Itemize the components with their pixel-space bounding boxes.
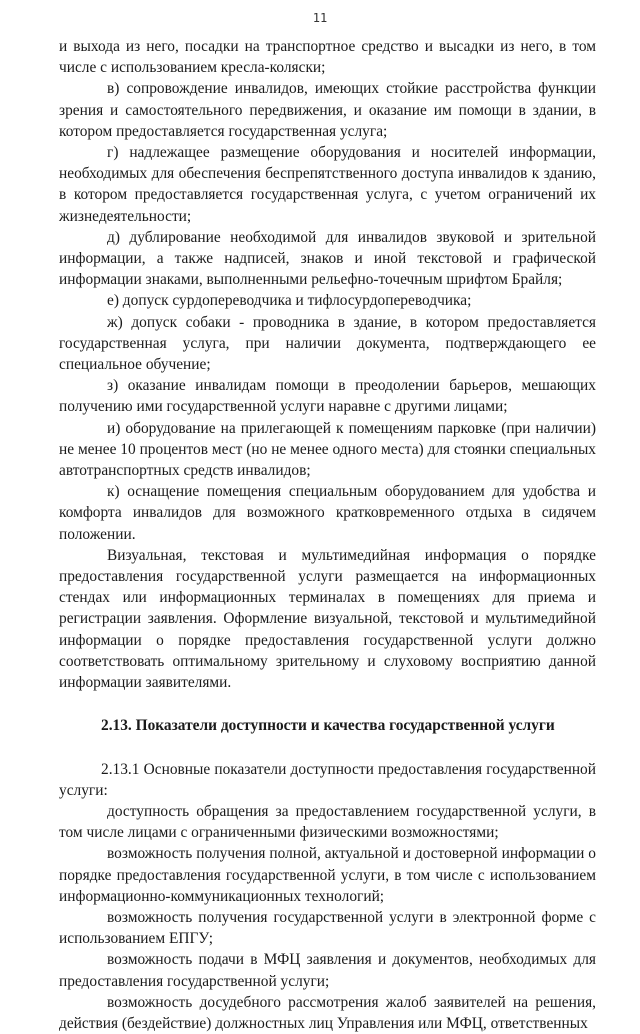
list-item-v: в) сопровождение инвалидов, имеющих стойкие расстройства функции зрения и самостоятельного передвижения, и оказание им помощи в здании, в котором предоставляется государственная услуга; [59, 80, 596, 140]
list-item: возможность досудебного рассмотрения жалоб заявителей на решения, действия (бездействие) должностных лиц Управления или МФЦ, ответственных [59, 993, 596, 1032]
paragraph: Визуальная, текстовая и мультимедийная информация о порядке предоставления государственной услуги размещается на информационных стендах или информационных терминалах в помещениях для приема и регистрации заявления. Оформление визуальной, текстовой и мультимедийной информации о порядке предоставления государственной услуги должно соответствовать оптимальному зрительному и слуховому восприятию данной информации заявителями. [59, 546, 596, 692]
list-item-d: д) дублирование необходимой для инвалидов звуковой и зрительной информации, а также надписей, знаков и иной текстовой и графической информации знаками, выполненными рельефно-точечным шрифтом Брайля; [59, 228, 596, 289]
list-item-k: к) оснащение помещения специальным оборудованием для удобства и комфорта инвалидов для возможного кратковременного отдыха в сидячем положении. [59, 483, 596, 543]
list-item: возможность получения государственной услуги в электронной форме с использованием ЕПГУ; [59, 908, 596, 948]
paragraph: 2.13.1 Основные показатели доступности предоставления государственной услуги: [59, 760, 596, 799]
list-item-i: и) оборудование на прилегающей к помещениям парковке (при наличии) не менее 10 процентов мест (но не менее одного места) для стоянки специальных автотранспортных средств инвалидов; [59, 419, 596, 480]
document-body [59, 36, 596, 1034]
list-item-zh: ж) допуск собаки - проводника в здание, в котором предоставляется государственная услуга, при наличии документа, подтверждающего ее специальное обучение; [59, 313, 596, 374]
section-heading: 2.13. Показатели доступности и качества государственной услуги [101, 717, 555, 735]
page-number: 11 [312, 11, 328, 25]
list-item: возможность подачи в МФЦ заявления и документов, необходимых для предоставления государственной услуги; [59, 951, 596, 990]
list-item-e: е) допуск сурдопереводчика и тифлосурдопереводчика; [107, 292, 472, 310]
list-item: возможность получения полной, актуальной и достоверной информации о порядке предоставления государственной услуги, в том числе с использованием информационно-коммуникационных технологий; [59, 845, 596, 905]
paragraph: и выхода из него, посадки на транспортное средство и высадки из него, в том числе с использованием кресла-коляски; [59, 38, 596, 77]
list-item-g: г) надлежащее размещение оборудования и носителей информации, необходимых для обеспечения беспрепятственного доступа инвалидов к зданию, в котором предоставляется государственная услуга, с учетом ограничений их жизнедеятельности; [59, 144, 596, 225]
list-item-z: з) оказание инвалидам помощи в преодолении барьеров, мешающих получению ими государственной услуги наравне с другими лицами; [59, 377, 596, 416]
list-item: доступность обращения за предоставлением государственной услуги, в том числе лицами с ограниченными физическими возможностями; [59, 802, 596, 842]
